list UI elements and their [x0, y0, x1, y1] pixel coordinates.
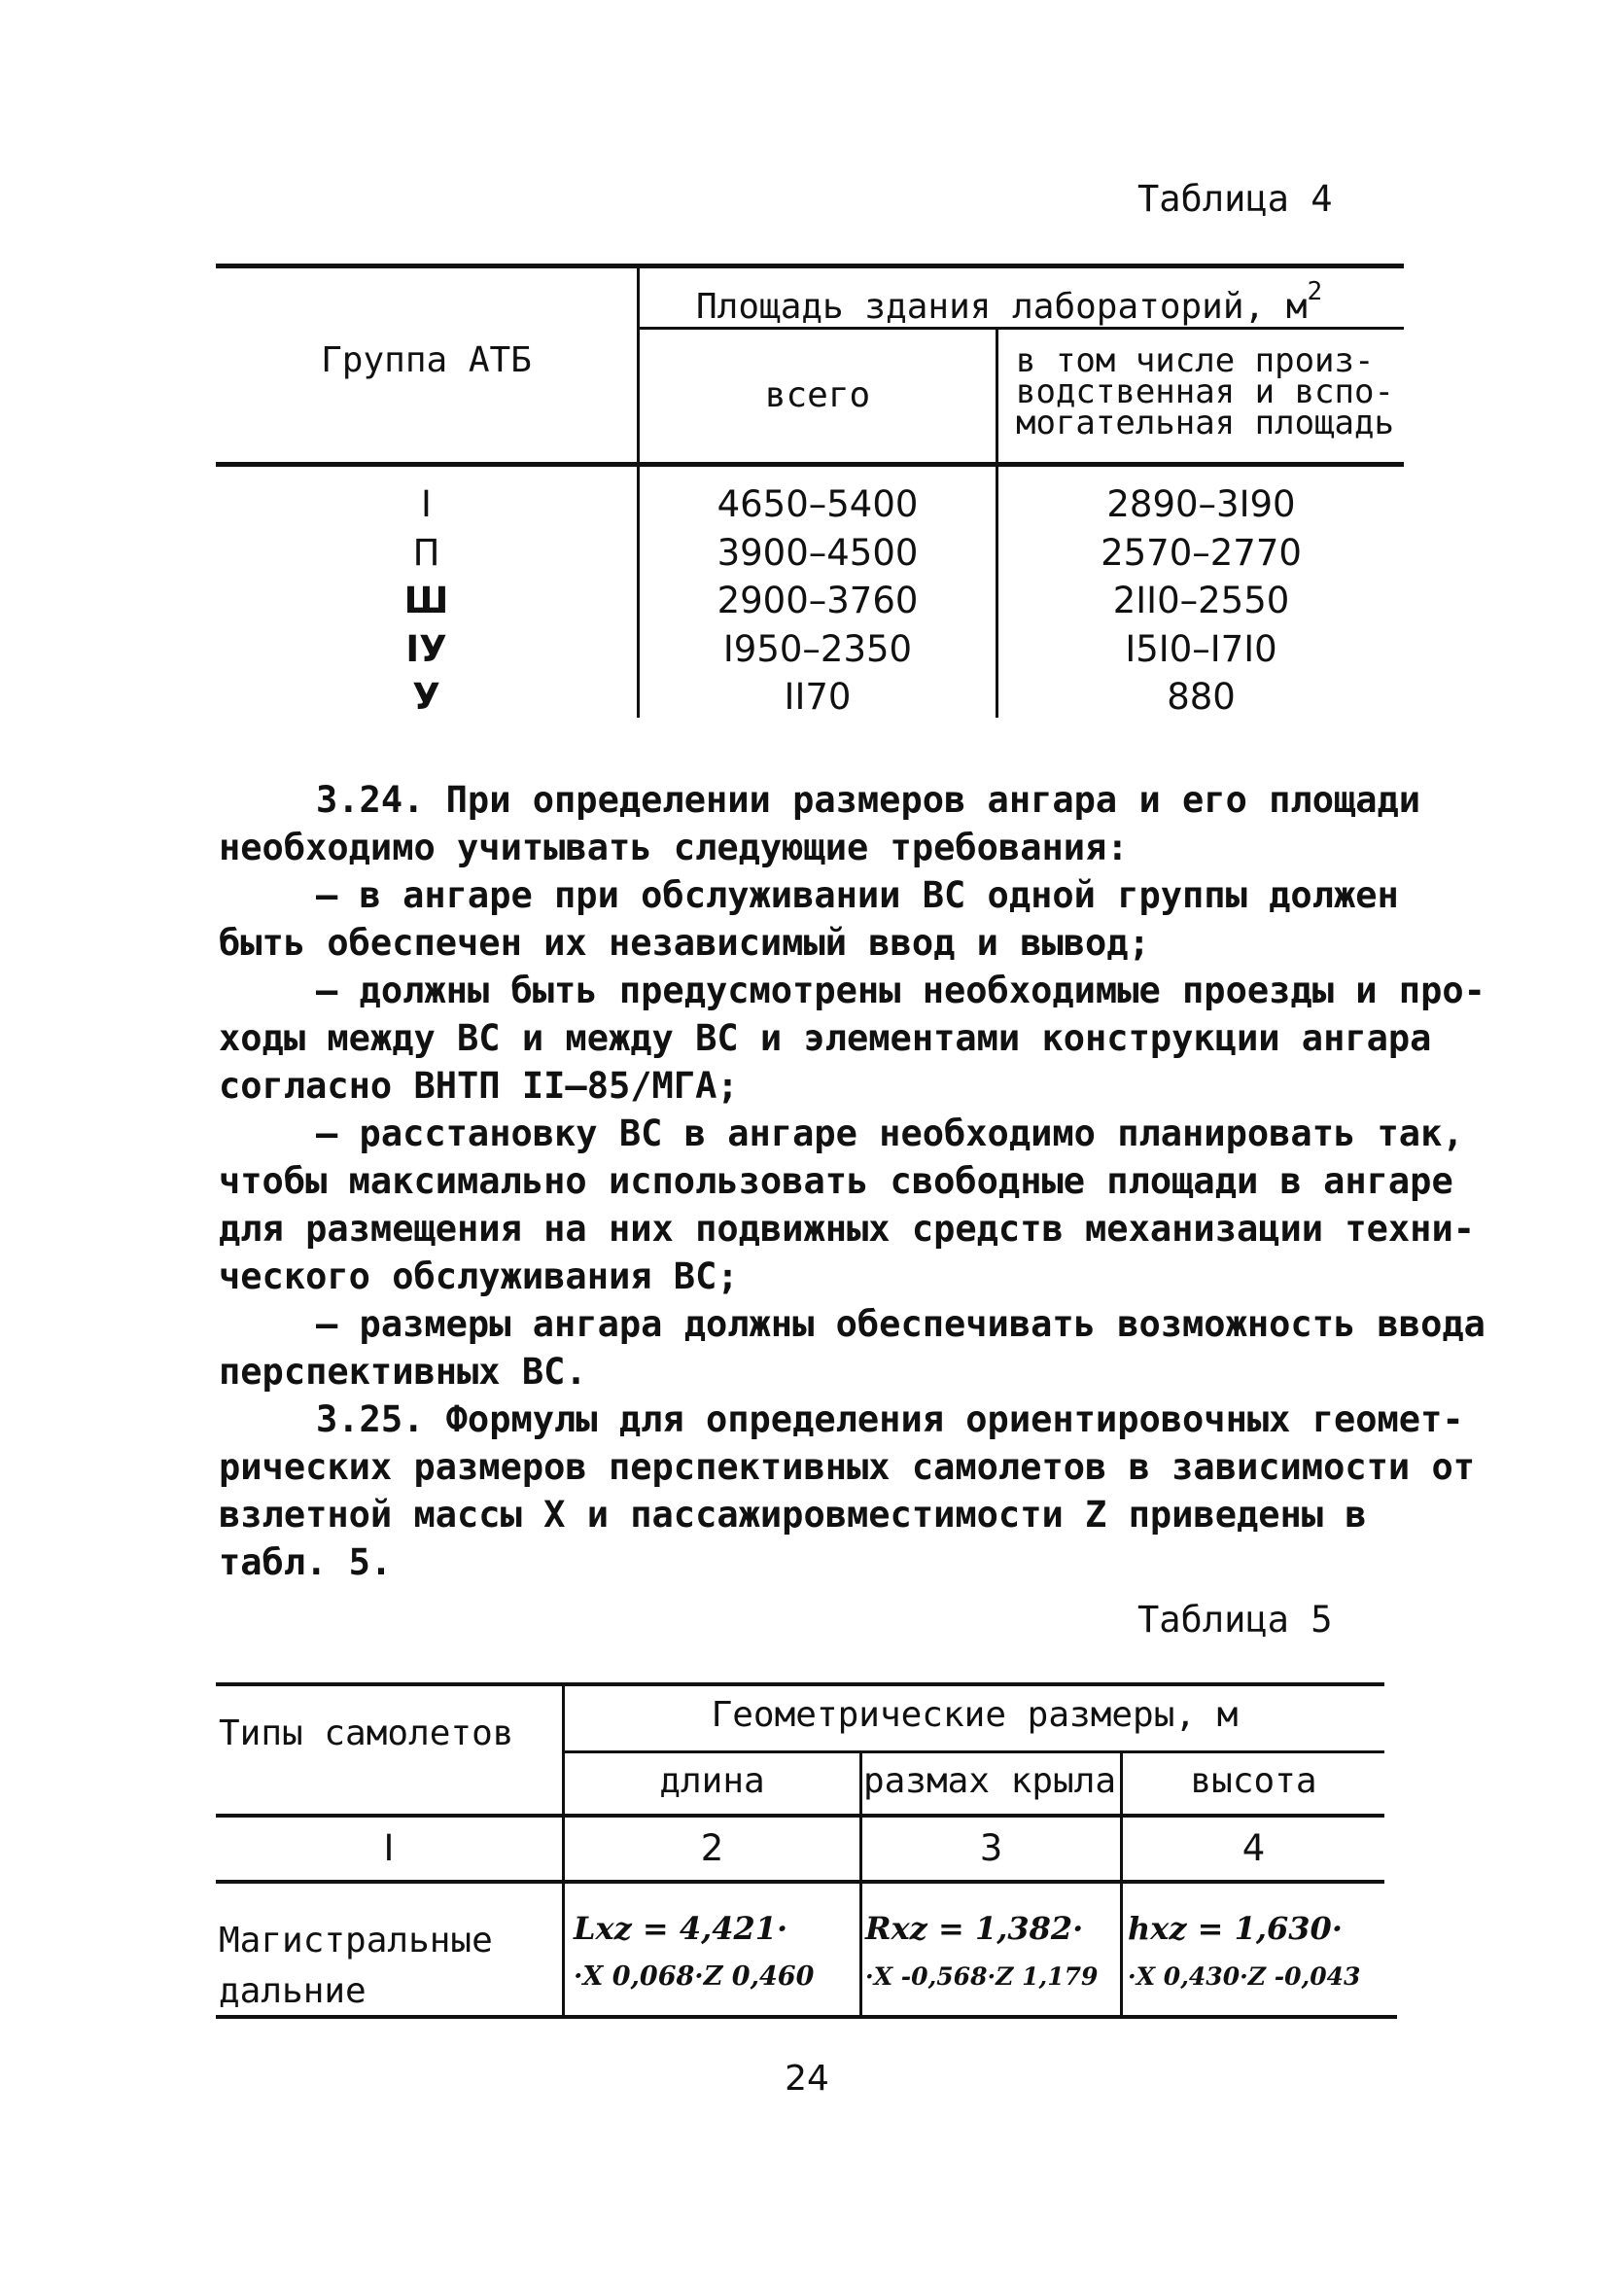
table4-header-incl-line: в том числе произ- — [1016, 341, 1375, 380]
table5-numbers-rule — [216, 1880, 1384, 1884]
text-line: быть обеспечен их независимый ввод и вывод; — [219, 922, 1150, 964]
table4-header-rule — [216, 462, 1404, 467]
table5-header-length: длина — [659, 1761, 765, 1801]
formula-line: Rxz = 1,382· — [865, 1910, 1084, 1947]
table5-top-rule — [216, 1682, 1384, 1686]
table4-header-incl-line: могательная площадь — [1016, 404, 1394, 442]
table5-colnum: 4 — [1241, 1827, 1266, 1869]
table5-caption: Таблица 5 — [1137, 1599, 1333, 1641]
table4-cell-incl: 2II0–2550 — [1112, 580, 1290, 621]
table4-header-group: Группа АТБ — [321, 340, 532, 380]
table5-header-geom: Геометрические размеры, м — [711, 1695, 1239, 1735]
table4-cell-incl: I5I0–I7I0 — [1125, 628, 1277, 670]
table4-header-total: всего — [764, 375, 871, 415]
table5-header-span: размах крыла — [862, 1761, 1117, 1801]
table4-cell-total: 2900–3760 — [717, 580, 919, 621]
text-line: – должны быть предусмотрены необходимые проезды и про- — [316, 970, 1486, 1011]
text-line: ходы между ВС и между ВС и элементами конструкции ангара — [219, 1017, 1432, 1059]
text-line: – в ангаре при обслуживании ВС одной группы должен — [316, 874, 1399, 916]
table5-header-rule — [216, 1814, 1384, 1818]
text-line: – размеры ангара должны обеспечивать возможность ввода — [316, 1303, 1486, 1345]
text-line: рических размеров перспективных самолетов в зависимости от — [219, 1446, 1476, 1488]
table4-cell-incl: 2570–2770 — [1101, 532, 1302, 574]
table4-cell-group: У — [412, 676, 440, 718]
text-line: перспективных ВС. — [219, 1351, 587, 1393]
table5-cell-type — [219, 1916, 559, 2017]
text-line: взлетной массы X и пассажировместимости Z приведены в — [219, 1494, 1367, 1536]
formula-line: ·X 0,068·Z 0,460 — [574, 1961, 815, 1992]
table5-header-height: высота — [1190, 1761, 1317, 1801]
table4-cell-group: I — [421, 483, 432, 525]
table4-header-area-text: Площадь здания лабораторий, м — [696, 287, 1308, 327]
table5-header-types: Типы самолетов — [219, 1713, 514, 1753]
table5-colnum: 2 — [700, 1827, 724, 1869]
formula-line: Lxz = 4,421· — [574, 1910, 788, 1947]
table4-header-area-sup: 2 — [1307, 277, 1323, 306]
table5-type-line: Магистральные — [219, 1921, 493, 1960]
table4-cell-incl: 880 — [1167, 676, 1236, 718]
text-line: – расстановку ВС в ангаре необходимо планировать так, — [316, 1113, 1464, 1154]
table5-sub-rule — [564, 1750, 1384, 1753]
formula-line: hxz = 1,630· — [1128, 1910, 1343, 1947]
table4-header-incl — [1016, 341, 1405, 442]
body-text — [219, 776, 1486, 1586]
table4-cell-total: I950–2350 — [722, 628, 913, 670]
text-line: 3.25. Формулы для определения ориентировочных геомет- — [316, 1398, 1464, 1440]
formula-line: ·X 0,430·Z -0,043 — [1128, 1962, 1361, 1991]
text-line: чтобы максимально использовать свободные площади в ангаре — [219, 1160, 1453, 1202]
page-number: 24 — [785, 2059, 829, 2099]
table4-cell-total: 3900–4500 — [717, 532, 919, 574]
table4-header-area — [696, 277, 1396, 327]
table4-cell-group: IУ — [405, 628, 447, 670]
table4-top-rule — [216, 264, 1404, 268]
text-line: для размещения на них подвижных средств механизации техни- — [219, 1208, 1476, 1250]
formula-line: ·X -0,568·Z 1,179 — [865, 1962, 1099, 1991]
table4-cell-incl: 2890–3I90 — [1106, 483, 1296, 525]
table4-sub-rule — [637, 327, 1404, 330]
text-line: табл. 5. — [219, 1541, 393, 1583]
table5-colnum: I — [383, 1827, 395, 1869]
table4-cell-group: П — [412, 532, 440, 574]
text-line: ческого обслуживания ВС; — [219, 1255, 739, 1297]
table5-cell-span-formula — [865, 1904, 1120, 2001]
text-line: согласно ВНТП II–85/МГА; — [219, 1065, 739, 1107]
table4-cell-total: 4650–5400 — [717, 483, 919, 525]
table4-caption: Таблица 4 — [1137, 178, 1333, 220]
table5-cell-height-formula — [1128, 1904, 1384, 2001]
table5-type-line: дальние — [219, 1971, 367, 2011]
table4-header-incl-line: водственная и вспо- — [1016, 372, 1394, 411]
table4-cell-total: II70 — [784, 676, 852, 718]
table4-cell-group: Ш — [403, 580, 449, 621]
text-line: 3.24. При определении размеров ангара и его площади — [316, 779, 1421, 821]
table5-colnum: 3 — [979, 1827, 1003, 1869]
table5-cell-length-formula — [574, 1904, 856, 2001]
text-line: необходимо учитывать следующие требования: — [219, 827, 1129, 868]
